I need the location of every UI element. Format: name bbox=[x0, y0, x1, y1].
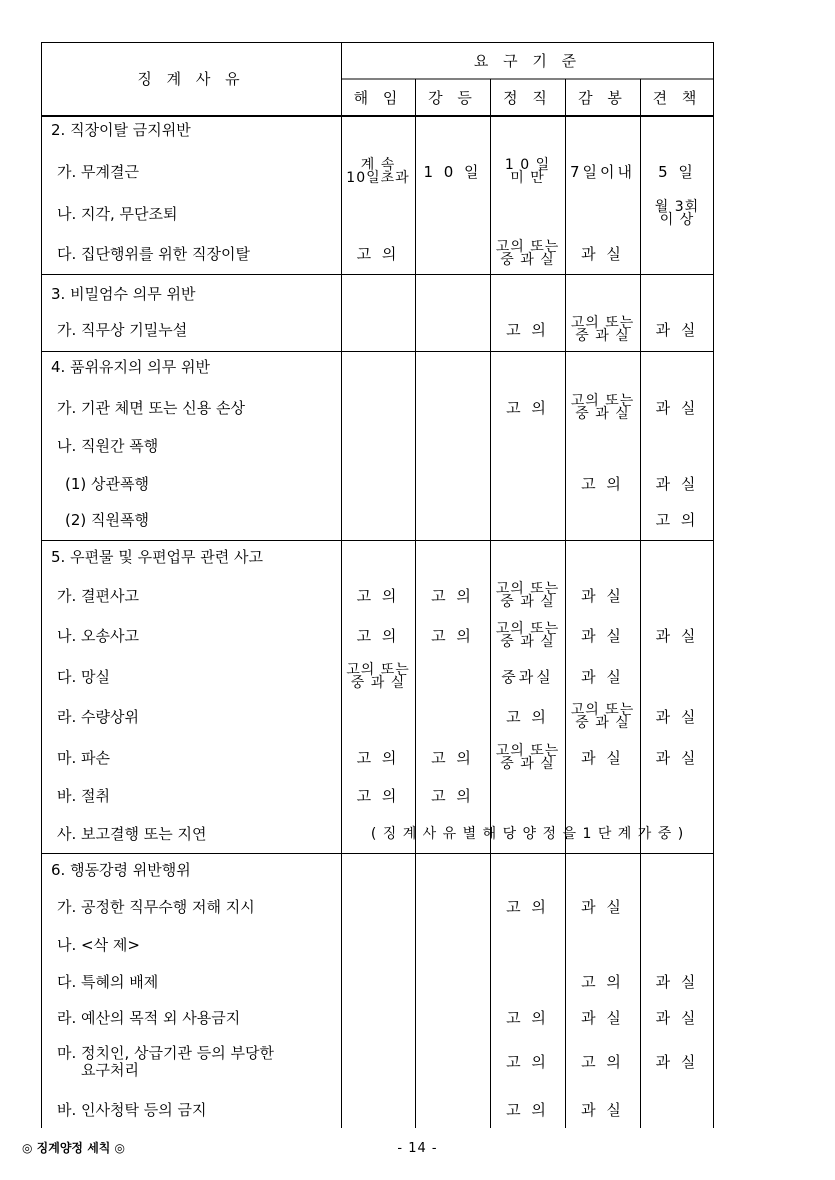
standard-cell bbox=[492, 618, 563, 654]
cell-line: 고의 또는 bbox=[495, 621, 560, 637]
standard-cell: 고 의 bbox=[431, 627, 474, 645]
standard-cell: 고 의 bbox=[655, 511, 699, 529]
cell-line: 중 과 실 bbox=[500, 594, 555, 610]
cell-line: 고의 또는 bbox=[495, 239, 560, 255]
header-column: 강 등 bbox=[428, 88, 477, 107]
standard-cell: 고 의 bbox=[431, 787, 474, 805]
standard-cell: 과 실 bbox=[655, 749, 699, 767]
standard-cell bbox=[567, 312, 638, 348]
standard-cell bbox=[492, 578, 563, 614]
page-number: - 14 - bbox=[397, 1141, 438, 1156]
section-title: 5. 우편물 및 우편업무 관련 사고 bbox=[51, 548, 264, 566]
header-standard: 요 구 기 준 bbox=[473, 51, 582, 70]
header-reason: 징 계 사 유 bbox=[137, 70, 245, 88]
standard-cell: 과 실 bbox=[655, 475, 699, 493]
standard-cell bbox=[567, 699, 638, 735]
standard-cell: 고 의 bbox=[356, 587, 400, 605]
cell-line: 이 상 bbox=[659, 212, 695, 228]
row-label: 바. 인사청탁 등의 금지 bbox=[57, 1101, 207, 1119]
standard-cell bbox=[343, 154, 413, 190]
row-label-line: 요구처리 bbox=[81, 1061, 139, 1079]
standard-cell: 과 실 bbox=[581, 587, 624, 605]
standard-cell: 과 실 bbox=[655, 1053, 699, 1071]
footer-title: ◎ 징계양정 세칙 ◎ bbox=[22, 1141, 126, 1155]
row-label-line: 마. 정치인, 상급기관 등의 부당한 bbox=[57, 1044, 274, 1062]
cell-line: 고의 또는 bbox=[570, 393, 635, 409]
standard-cell: 고 의 bbox=[506, 1009, 549, 1027]
row-label: 마. 파손 bbox=[57, 749, 111, 767]
standard-cell: 고 의 bbox=[506, 898, 549, 916]
standard-cell bbox=[642, 196, 712, 232]
standard-cell: 고 의 bbox=[356, 627, 400, 645]
cell-line: 중 과 실 bbox=[500, 252, 555, 268]
cell-line: 미 만 bbox=[510, 170, 545, 186]
standard-cell bbox=[343, 659, 413, 695]
header-column: 정 직 bbox=[503, 88, 552, 107]
standard-cell: 과 실 bbox=[655, 399, 699, 417]
row-label: 다. 집단행위를 위한 직장이탈 bbox=[57, 245, 250, 263]
standard-cell: 과 실 bbox=[655, 321, 699, 339]
row-label: 가. 무계결근 bbox=[57, 163, 139, 181]
standard-cell: 고 의 bbox=[506, 321, 549, 339]
standard-cell: 고 의 bbox=[581, 1053, 624, 1071]
standard-cell bbox=[492, 154, 563, 190]
standard-cell bbox=[492, 740, 563, 776]
standard-cell: 고 의 bbox=[356, 245, 400, 263]
standard-cell: 고 의 bbox=[356, 787, 400, 805]
standard-cell: 고 의 bbox=[356, 749, 400, 767]
standard-cell: 중과실 bbox=[501, 668, 554, 686]
standard-cell: 과 실 bbox=[581, 1101, 624, 1119]
cell-line: 중 과 실 bbox=[575, 328, 630, 344]
standard-cell bbox=[567, 390, 638, 426]
section-title: 2. 직장이탈 금지위반 bbox=[51, 121, 191, 139]
cell-line: 월 3회 bbox=[654, 199, 700, 215]
cell-line: 계 속 bbox=[360, 157, 396, 173]
row-label: 가. 직무상 기밀누설 bbox=[57, 321, 188, 339]
row-label: 가. 결편사고 bbox=[57, 587, 139, 605]
standard-cell: 고 의 bbox=[581, 973, 624, 991]
row-label: 바. 절취 bbox=[57, 787, 111, 805]
standard-cell: 과 실 bbox=[655, 627, 699, 645]
cell-line: 중 과 실 bbox=[575, 406, 630, 422]
section-title: 6. 행동강령 위반행위 bbox=[51, 861, 191, 879]
row-label: 가. 공정한 직무수행 저해 지시 bbox=[57, 898, 255, 916]
row-label: 나. <삭 제> bbox=[57, 936, 140, 954]
cell-line: 10일초과 bbox=[346, 170, 410, 186]
cell-line: 고의 또는 bbox=[570, 702, 635, 718]
row-label: 나. 직원간 폭행 bbox=[57, 437, 159, 455]
row-label: 가. 기관 체면 또는 신용 손상 bbox=[57, 399, 245, 417]
standard-cell: 과 실 bbox=[581, 1009, 624, 1027]
standard-cell: 5 일 bbox=[658, 163, 696, 181]
section-title: 3. 비밀엄수 의무 위반 bbox=[51, 285, 196, 303]
row-label bbox=[57, 1044, 341, 1080]
row-label: 사. 보고결행 또는 지연 bbox=[57, 825, 207, 843]
row-span-note: ( 징 계 사 유 별 해 당 양 정 을 1 단 계 가 중 ) bbox=[370, 826, 685, 842]
row-label: 나. 오송사고 bbox=[57, 627, 139, 645]
standard-cell: 고 의 bbox=[431, 749, 474, 767]
standard-cell: 고 의 bbox=[506, 1053, 549, 1071]
row-label: 다. 특혜의 배제 bbox=[57, 973, 159, 991]
cell-line: 고의 또는 bbox=[346, 662, 410, 678]
standard-cell: 7일이내 bbox=[569, 163, 635, 181]
standard-cell: 고 의 bbox=[431, 587, 474, 605]
standard-cell: 과 실 bbox=[655, 1009, 699, 1027]
header-column: 해 임 bbox=[353, 88, 403, 107]
row-label: 라. 예산의 목적 외 사용금지 bbox=[57, 1009, 241, 1027]
standard-cell: 과 실 bbox=[581, 898, 624, 916]
row-label: 라. 수량상위 bbox=[57, 708, 139, 726]
header-column: 견 책 bbox=[652, 88, 702, 107]
standard-cell bbox=[492, 236, 563, 272]
cell-line: 중 과 실 bbox=[575, 715, 630, 731]
standard-cell: 과 실 bbox=[581, 627, 624, 645]
cell-line: 고의 또는 bbox=[495, 581, 560, 597]
standard-cell: 과 실 bbox=[655, 708, 699, 726]
row-label: (1) 상관폭행 bbox=[65, 475, 149, 493]
cell-line: 고의 또는 bbox=[570, 315, 635, 331]
standard-cell: 과 실 bbox=[655, 973, 699, 991]
cell-line: 중 과 실 bbox=[500, 634, 555, 650]
cell-line: 고의 또는 bbox=[495, 743, 560, 759]
row-label: 다. 망실 bbox=[57, 668, 111, 686]
standard-cell: 1 0 일 bbox=[423, 163, 482, 181]
standard-cell: 과 실 bbox=[581, 245, 624, 263]
standard-cell: 고 의 bbox=[506, 708, 549, 726]
standard-cell: 과 실 bbox=[581, 668, 624, 686]
cell-line: 1 0 일 bbox=[504, 157, 551, 173]
header-column: 감 봉 bbox=[578, 88, 627, 107]
section-title: 4. 품위유지의 의무 위반 bbox=[51, 358, 211, 376]
discipline-standards-table bbox=[41, 42, 714, 1132]
standard-cell: 과 실 bbox=[581, 749, 624, 767]
row-label: (2) 직원폭행 bbox=[65, 511, 149, 529]
standard-cell: 고 의 bbox=[506, 1101, 549, 1119]
cell-line: 중 과 실 bbox=[350, 675, 406, 691]
standard-cell: 고 의 bbox=[506, 399, 549, 417]
row-label: 나. 지각, 무단조퇴 bbox=[57, 205, 178, 223]
standard-cell: 고 의 bbox=[581, 475, 624, 493]
cell-line: 중 과 실 bbox=[500, 756, 555, 772]
